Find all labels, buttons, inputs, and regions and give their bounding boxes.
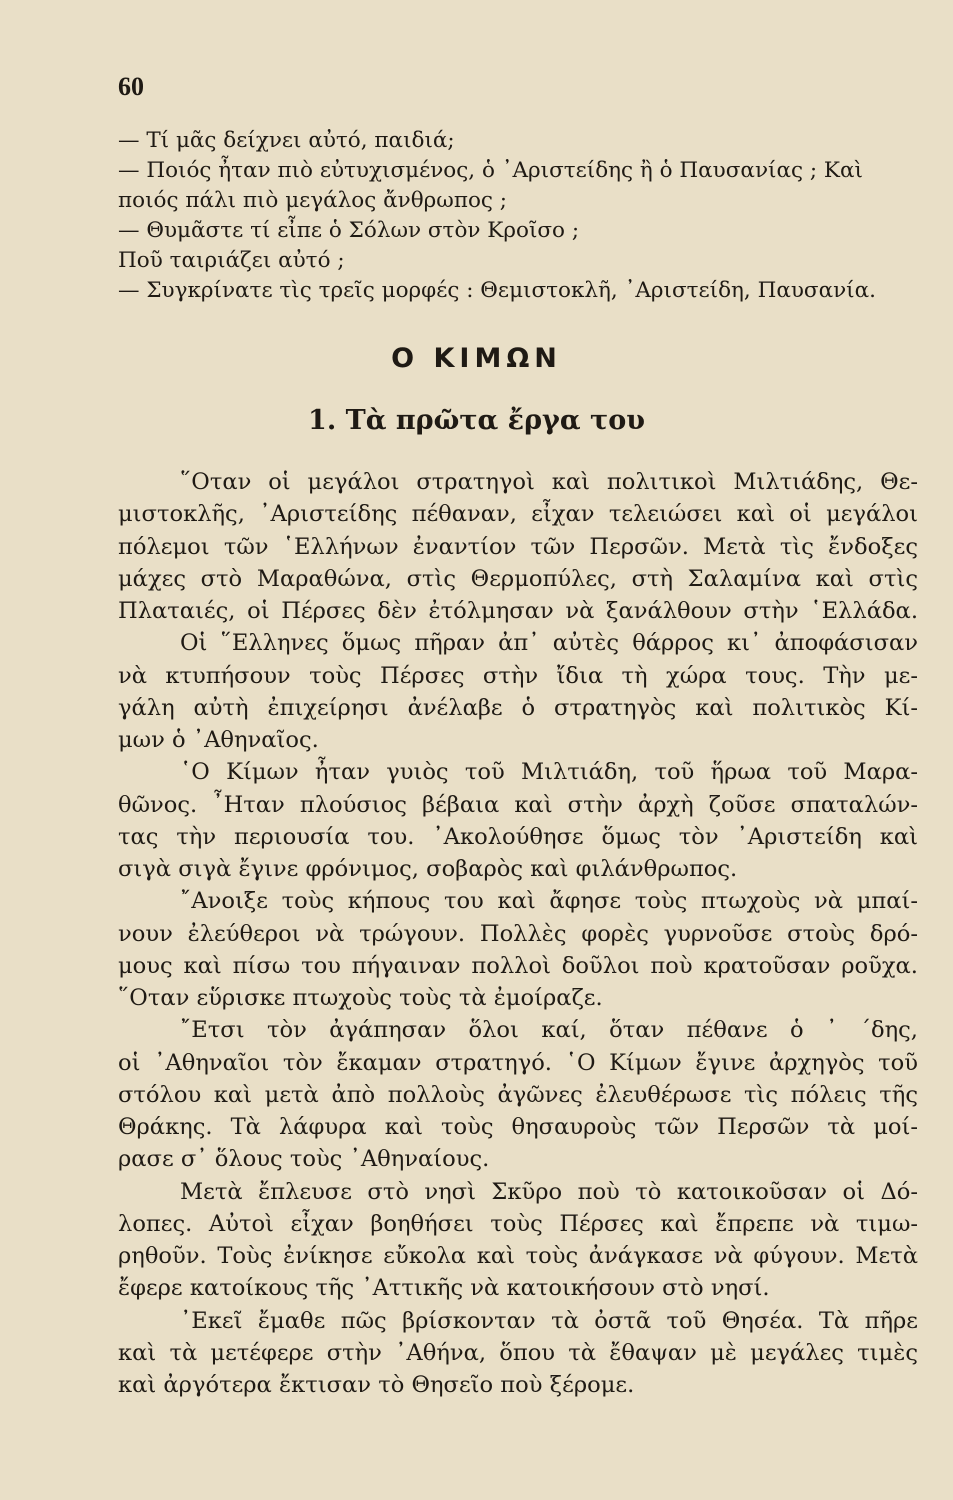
body-line: μιστοκλῆς, ᾿Αριστείδης πέθαναν, εἶχαν τελειώσει καὶ οἱ μεγάλοι [118,501,918,528]
chapter-title: Ο ΚΙΜΩΝ [391,343,562,374]
body-line: Οἱ ῞Ελληνες ὅμως πῆραν ἀπ᾿ αὐτὲς θάρρος κι᾿ ἀποφάσισαν [180,630,918,657]
body-line: ῞Οταν οἱ μεγάλοι στρατηγοὶ καὶ πολιτικοὶ Μιλτιάδης, Θε- [180,469,918,495]
question-line: Ποῦ ταιριάζει αὐτό ; [118,248,345,273]
body-line: πόλεμοι τῶν ῾Ελλήνων ἐναντίον τῶν Περσῶν. Μετὰ τὶς ἔνδοξες [118,533,918,560]
body-line: ῾Ο Κίμων ἦταν γυιὸς τοῦ Μιλτιάδη, τοῦ ἥρωα τοῦ Μαρα- [180,759,918,786]
body-line: Θράκης. Τὰ λάφυρα καὶ τοὺς θησαυροὺς τῶν Περσῶν τὰ μοί- [118,1114,918,1140]
question-line: — Θυμᾶστε τί εἶπε ὁ Σόλων στὸν Κροῖσο ; [118,218,580,243]
body-line: καὶ ἀργότερα ἔκτισαν τὸ Θησεῖο ποὺ ξέρομε. [118,1372,635,1398]
question-line: ποιός πάλι πιὸ μεγάλος ἄνθρωπος ; [118,188,508,213]
body-line: ρηθοῦν. Τοὺς ἐνίκησε εὔκολα καὶ τοὺς ἀνάγκασε νὰ φύγουν. Μετὰ [118,1243,918,1269]
question-line: — Τί μᾶς δείχνει αὐτό, παιδιά; [118,128,455,153]
body-line: μους καὶ πίσω του πήγαιναν πολλοὶ δοῦλοι ποὺ κρατοῦσαν ροῦχα. [118,952,918,979]
body-line: νὰ κτυπήσουν τοὺς Πέρσες στὴν ἴδια τὴ χώρα τους. Τὴν με- [118,662,918,689]
question-line: — Ποιός ἦταν πιὸ εὐτυχισμένος, ὁ ᾿Αριστείδης ἢ ὁ Παυσανίας ; Καὶ [118,158,863,183]
body-line: Μετὰ ἔπλευσε στὸ νησὶ Σκῦρο ποὺ τὸ κατοικοῦσαν οἱ Δό- [180,1178,918,1205]
body-line: μων ὁ ᾿Αθηναῖος. [118,727,319,753]
body-line: γάλη αὐτὴ ἐπιχείρησι ἀνέλαβε ὁ στρατηγὸς καὶ πολιτικὸς Κί- [118,694,918,721]
body-line: οἱ ᾿Αθηναῖοι τὸν ἔκαμαν στρατηγό. ῾Ο Κίμων ἔγινε ἀρχηγὸς τοῦ [118,1049,918,1076]
body-line: σιγὰ σιγὰ ἔγινε φρόνιμος, σοβαρὸς καὶ φιλάνθρωπος. [118,856,738,882]
body-line: μάχες στὸ Μαραθώνα, στὶς Θερμοπύλες, στὴ Σαλαμίνα καὶ στὶς [118,565,918,592]
body-line: καὶ τὰ μετέφερε στὴν ᾿Αθήνα, ὅπου τὰ ἔθαψαν μὲ μεγάλες τιμὲς [118,1339,918,1366]
body-line: στόλου καὶ μετὰ ἀπὸ πολλοὺς ἀγῶνες ἐλευθέρωσε τὶς πόλεις τῆς [118,1081,918,1108]
section-title: 1. Τὰ πρῶτα ἔργα του [308,405,645,436]
body-line: ἔφερε κατοίκους τῆς ᾿Αττικῆς νὰ κατοικήσουν στὸ νησί. [118,1275,770,1302]
body-line: λοπες. Αὐτοὶ εἶχαν βοηθήσει τοὺς Πέρσες καὶ ἔπρεπε νὰ τιμω- [118,1210,918,1237]
question-line: — Συγκρίνατε τὶς τρεῖς μορφές : Θεμιστοκλῆ, ᾿Αριστείδη, Παυσανία. [118,278,876,303]
body-line: ῎Ετσι τὸν ἀγάπησαν ὅλοι καί, ὅταν πέθανε ὁ ᾿ ΄δης, [180,1017,918,1044]
body-line: νουν ἐλεύθεροι νὰ τρώγουν. Πολλὲς φορὲς γυρνοῦσε στοὺς δρό- [118,920,918,947]
body-line: ῎Ανοιξε τοὺς κήπους του καὶ ἄφησε τοὺς πτωχοὺς νὰ μπαί- [180,888,918,915]
body-text [118,466,918,1401]
body-line: ᾿Εκεῖ ἔμαθε πῶς βρίσκονταν τὰ ὀστᾶ τοῦ Θησέα. Τὰ πῆρε [180,1307,918,1334]
page-number: 60 [118,72,144,101]
body-line: τας τὴν περιουσία του. ᾿Ακολούθησε ὅμως τὸν ᾿Αριστείδη καὶ [118,823,918,850]
body-line: θῶνος. ῏Ηταν πλούσιος βέβαια καὶ στὴν ἀρχὴ ζοῦσε σπαταλών- [118,791,918,818]
review-questions [118,126,918,306]
body-line: ρασε σ᾿ ὅλους τοὺς ᾿Αθηναίους. [118,1146,490,1173]
body-line: ῞Οταν εὕρισκε πτωχοὺς τοὺς τὰ ἐμοίραζε. [118,985,603,1011]
body-line: Πλαταιές, οἱ Πέρσες δὲν ἐτόλμησαν νὰ ξανάλθουν στὴν ῾Ελλάδα. [118,598,918,624]
